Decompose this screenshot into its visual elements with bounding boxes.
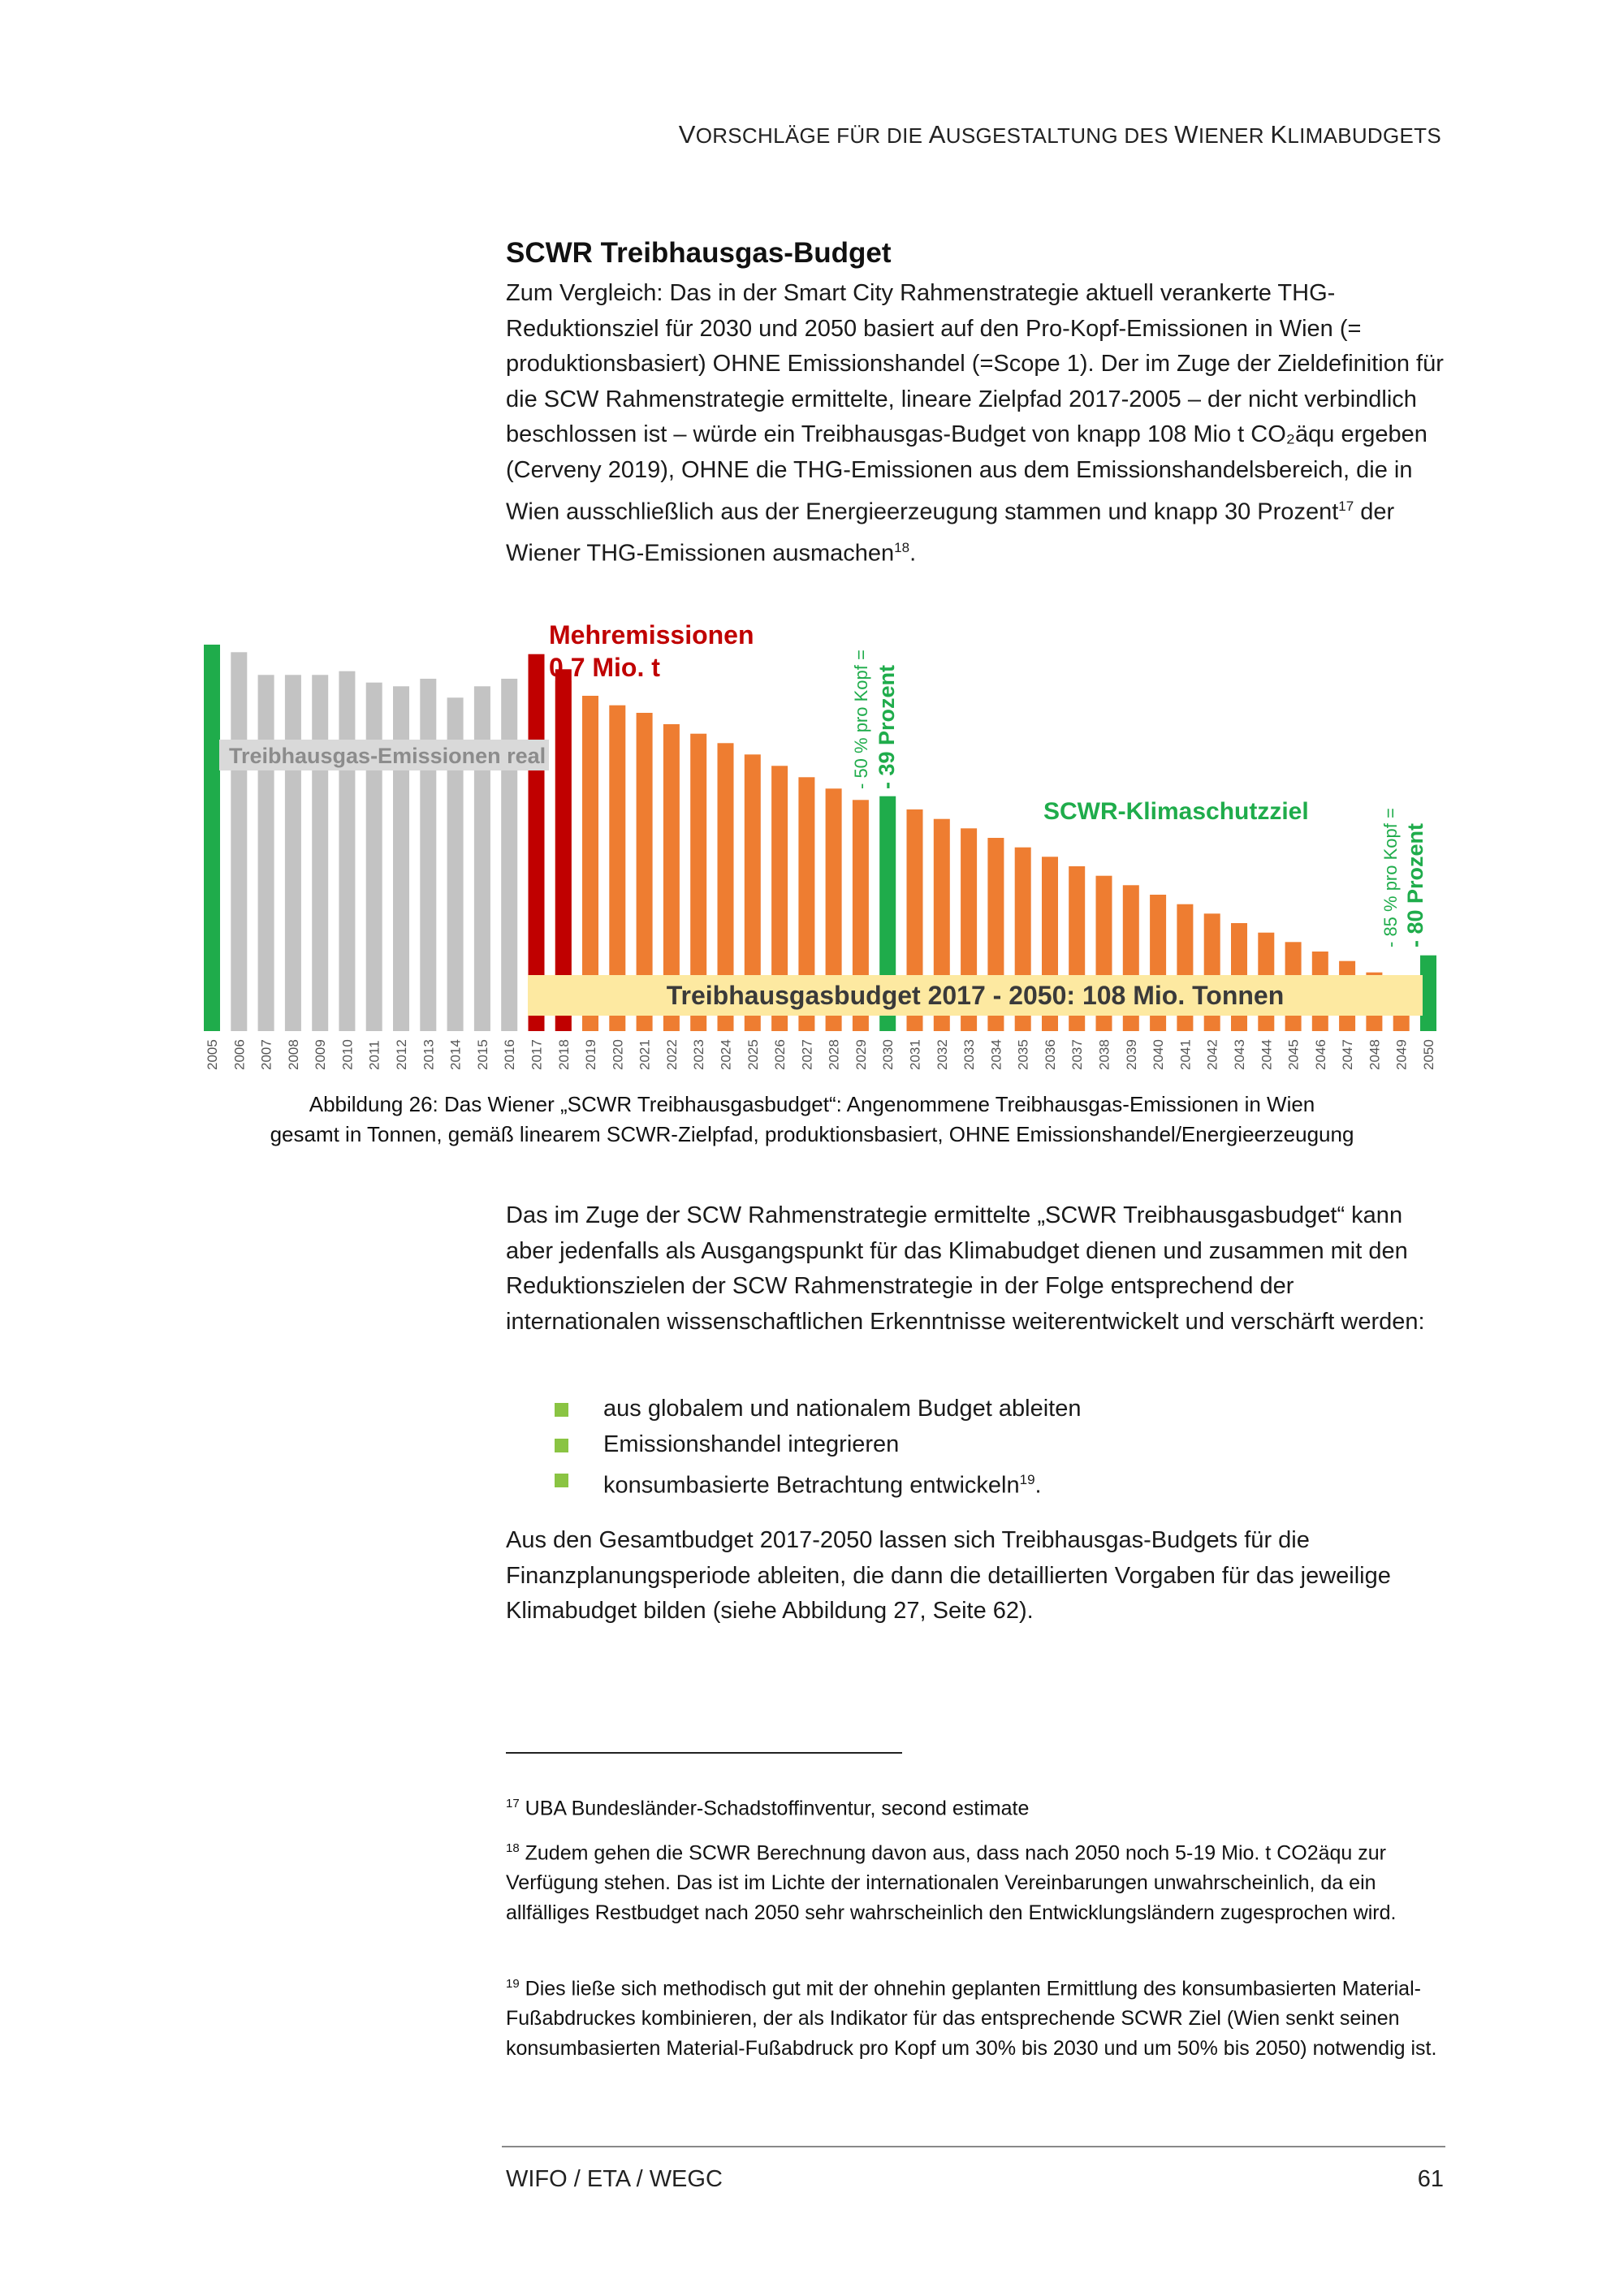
bullet-square-icon xyxy=(555,1439,568,1452)
tick-label-2034: 2034 xyxy=(988,1039,1004,1070)
tick-label-2027: 2027 xyxy=(799,1039,815,1070)
tick-label-2017: 2017 xyxy=(529,1039,545,1070)
running-head: VORSCHLÄGE FÜR DIE AUSGESTALTUNG DES WIENER KLIMABUDGETS xyxy=(678,120,1441,149)
tick-label-2012: 2012 xyxy=(394,1039,409,1070)
tick-label-2050: 2050 xyxy=(1421,1039,1436,1070)
tick-label-2011: 2011 xyxy=(366,1040,382,1070)
tick-label-2013: 2013 xyxy=(421,1039,437,1070)
footnote-18: $^{18}$ Zudem gehen die SCWR Berechnung davon aus, dass nach 2050 noch 5-19 Mio. t CO2äqu zur Verfügung stehen. Das ist im Lichte der internationalen Vereinbarungen unwahrscheinlich, da ein allfälliges Restbudget nach 2050 sehr wahrscheinlich den Entwicklungsländern zugesprochen wird. xyxy=(506,1841,1397,1925)
list-item: aus globalem und nationalem Budget ableiten xyxy=(555,1392,1081,1427)
tick-label-2028: 2028 xyxy=(826,1039,842,1070)
tick-label-2045: 2045 xyxy=(1285,1039,1302,1070)
bullet-list xyxy=(555,1392,1081,1504)
bullet-square-icon xyxy=(555,1474,568,1487)
tick-label-2007: 2007 xyxy=(258,1039,274,1070)
tick-label-2015: 2015 xyxy=(474,1039,490,1070)
tick-label-2047: 2047 xyxy=(1340,1039,1356,1070)
tick-label-2024: 2024 xyxy=(718,1039,734,1070)
bar-2017-series-3 xyxy=(529,654,545,1031)
paragraph-intro: Zum Vergleich: Das in der Smart City Rahmenstrategie aktuell verankerte THG-Reduktionsziel für 2030 und 2050 basiert auf den Pro-Kopf-Emissionen in Wien (= produktionsbasiert) OHNE Emissionshandel (=Scope 1). Der im Zuge der Zieldefinition für die SCW Rahmenstrategie ermittelte, lineare Zielpfad 2017-2005 – der nicht verbindlich beschlossen ist – würde ein Treibhausgas-Budget von knapp 108 Mio t CO₂äqu ergeben (Cerveny 2019), OHNE die THG-Emissionen aus dem Emissionshandelsbereich, die in Wien ausschließlich aus der Energieerzeugung stammen und knapp 30 Prozent$^{17}$ der Wiener THG-Emissionen ausmachen$^{18}$. xyxy=(506,280,1444,567)
tick-label-2041: 2041 xyxy=(1177,1039,1194,1070)
footnote-ref-17[interactable]: 17 xyxy=(1338,498,1354,514)
tick-label-2026: 2026 xyxy=(772,1039,788,1070)
tick-label-2029: 2029 xyxy=(853,1039,869,1070)
tick-label-2046: 2046 xyxy=(1312,1039,1328,1070)
tick-label-2025: 2025 xyxy=(745,1039,761,1070)
footer-divider xyxy=(502,2146,1445,2147)
tick-label-2005: 2005 xyxy=(205,1039,220,1070)
tick-label-2016: 2016 xyxy=(502,1039,518,1070)
tick-label-2031: 2031 xyxy=(907,1039,923,1070)
footnote-separator xyxy=(506,1752,902,1754)
tick-label-2019: 2019 xyxy=(583,1039,598,1070)
ziel-label: SCWR-Klimaschutzziel xyxy=(1043,798,1309,825)
bullet-square-icon xyxy=(555,1403,568,1417)
real-label: Treibhausgas-Emissionen real xyxy=(229,744,546,768)
tick-label-2030: 2030 xyxy=(880,1039,896,1070)
figure-caption: Abbildung 26: Das Wiener „SCWR Treibhausgasbudget“: Angenommene Treibhausgas-Emissionen in Wien gesamt in Tonnen, gemäß linearem SCWR-Zielpfad, produktionsbasiert, OHNE Emissionshandel/Energieerzeugung xyxy=(270,1092,1354,1146)
tick-label-2006: 2006 xyxy=(231,1039,248,1070)
tick-label-2044: 2044 xyxy=(1259,1039,1275,1070)
tick-label-2049: 2049 xyxy=(1393,1039,1410,1070)
tick-label-2038: 2038 xyxy=(1096,1039,1112,1070)
bar-2009-series-0 xyxy=(312,675,328,1031)
page-number: 61 xyxy=(1417,2166,1444,2192)
footnote-ref-18[interactable]: 18 xyxy=(894,539,910,555)
y2050-label-line1: - 85 % pro Kopf = xyxy=(1380,808,1401,947)
y2030-label-line2: - 39 Prozent xyxy=(875,664,899,789)
bars-group xyxy=(204,645,1436,1031)
footnote-19: $^{19}$ Dies ließe sich methodisch gut mit der ohnehin geplanten Ermittlung des konsumbasierten Material-Fußabdruckes kombinieren, der als Indikator für das entsprechende SCWR Ziel (Wien senkt seinen konsumbasierten Material-Fußabdruck pro Kopf um 30% bis 2030 und um 50% bis 2050) notwendig ist. xyxy=(506,1977,1437,2061)
tick-label-2035: 2035 xyxy=(1015,1039,1031,1070)
tick-label-2039: 2039 xyxy=(1123,1039,1139,1070)
y2050-label-line2: - 80 Prozent xyxy=(1403,822,1427,947)
mehr-label-line2: 0,7 Mio. t xyxy=(549,653,660,682)
tick-label-2043: 2043 xyxy=(1232,1039,1247,1070)
list-item: Emissionshandel integrieren xyxy=(555,1427,1081,1463)
tick-label-2018: 2018 xyxy=(555,1039,572,1070)
footnote-ref-19[interactable]: 19 xyxy=(1019,1472,1035,1488)
bar-2005-series-1 xyxy=(204,645,220,1031)
tick-label-2021: 2021 xyxy=(637,1039,653,1070)
section-title: SCWR Treibhausgas-Budget xyxy=(506,237,892,269)
bar-2011-series-0 xyxy=(366,683,382,1031)
bar-2006-series-0 xyxy=(231,652,247,1031)
bar-2008-series-0 xyxy=(285,675,301,1031)
paragraph-budget-basis: Das im Zuge der SCW Rahmenstrategie ermittelte „SCWR Treibhausgasbudget“ kann aber jedenfalls als Ausgangspunkt für das Klimabudget dienen und zusammen mit den Reduktionszielen der SCW Rahmenstrategie in der Folge entsprechend der internationalen wissenschaftlichen Erkenntnisse weiterentwickelt und verschärft werden: xyxy=(506,1202,1425,1335)
tick-label-2023: 2023 xyxy=(691,1039,707,1070)
bar-2007-series-0 xyxy=(258,675,274,1031)
tick-label-2022: 2022 xyxy=(663,1039,680,1070)
tick-label-2010: 2010 xyxy=(339,1039,356,1070)
mehr-label-line1: Mehremissionen xyxy=(549,620,754,650)
footer-institutions: WIFO / ETA / WEGC xyxy=(506,2166,723,2192)
tick-label-2033: 2033 xyxy=(961,1039,978,1070)
tick-label-2037: 2037 xyxy=(1069,1039,1086,1070)
list-item: konsumbasierte Betrachtung entwickeln$^{19}$. xyxy=(555,1462,1081,1504)
tick-label-2042: 2042 xyxy=(1204,1039,1220,1070)
tick-label-2036: 2036 xyxy=(1043,1039,1058,1070)
tick-label-2008: 2008 xyxy=(285,1039,301,1070)
tick-label-2009: 2009 xyxy=(313,1039,329,1070)
bar-2015-series-0 xyxy=(474,686,490,1031)
tick-label-2048: 2048 xyxy=(1367,1039,1383,1070)
bar-2010-series-0 xyxy=(339,671,355,1031)
bar-2012-series-0 xyxy=(393,686,409,1031)
footnote-17: $^{17}$ UBA Bundesländer-Schadstoffinventur, second estimate xyxy=(506,1797,1030,1820)
paragraph-derivation: Aus den Gesamtbudget 2017-2050 lassen sich Treibhausgas-Budgets für die Finanzplanungsperiode ableiten, die dann die detaillierten Vorgaben für das jeweilige Klimabudget bilden (siehe Abbildung 27, Seite 62). xyxy=(506,1527,1391,1625)
tick-label-2020: 2020 xyxy=(610,1039,626,1070)
tick-label-2014: 2014 xyxy=(447,1039,464,1070)
bar-2016-series-0 xyxy=(501,679,517,1031)
year-tick-labels xyxy=(205,1039,1436,1070)
bar-2013-series-0 xyxy=(420,679,436,1031)
tick-label-2032: 2032 xyxy=(934,1039,950,1070)
budget-label: Treibhausgasbudget 2017 - 2050: 108 Mio. Tonnen xyxy=(666,981,1285,1010)
budget-bar-chart xyxy=(0,617,1624,1080)
tick-label-2040: 2040 xyxy=(1151,1039,1167,1070)
y2030-label-line1: - 50 % pro Kopf = xyxy=(851,650,871,789)
